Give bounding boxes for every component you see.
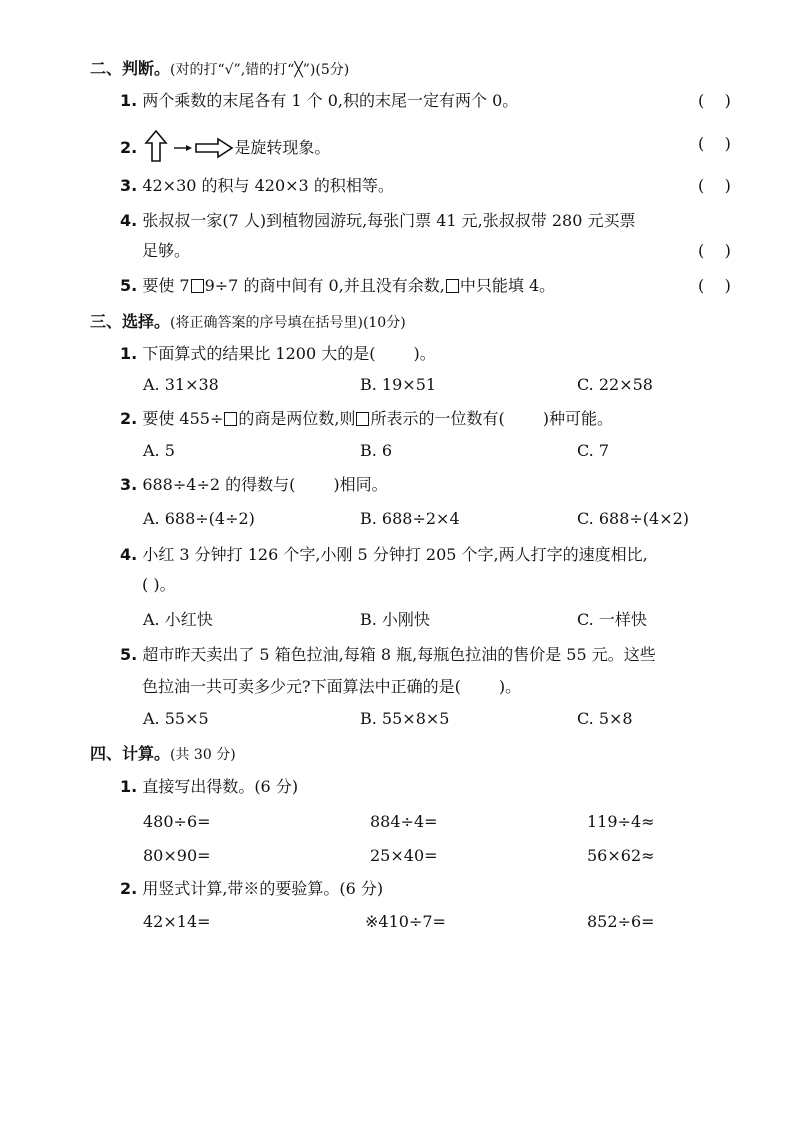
choice-q5 — [120, 644, 656, 666]
section-judge-heading — [90, 58, 349, 81]
section-note: (共 30 分) — [170, 747, 236, 763]
option-a: A. 55×5 — [143, 709, 209, 728]
item-number: 5. — [120, 645, 138, 664]
item-text-b: 的商是两位数,则 — [238, 409, 356, 428]
choice-q4 — [120, 544, 648, 566]
answer-paren[interactable]: ( ) — [698, 176, 731, 195]
answer-paren[interactable]: ( ) — [698, 241, 731, 260]
calc-expression: 80×90= — [143, 846, 211, 865]
calc-expression: 42×14= — [143, 912, 211, 931]
item-text: 张叔叔一家(7 人)到植物园游玩,每张门票 41 元,张叔叔带 280 元买票 — [142, 211, 636, 230]
calc-expression: 852÷6= — [587, 912, 655, 931]
section-choice-heading — [90, 311, 406, 334]
item-text: 用竖式计算,带※的要验算。(6 分) — [142, 879, 384, 898]
option-c: C. 5×8 — [577, 709, 633, 728]
item-text: 直接写出得数。(6 分) — [142, 777, 299, 796]
judge-item-5 — [120, 275, 555, 297]
item-text-c: 中只能填 4。 — [459, 276, 556, 295]
item-text-a: 要使 455÷ — [142, 409, 224, 428]
item-text-c: 所表示的一位数有( — [370, 409, 505, 428]
blank-box — [191, 279, 204, 293]
judge-item-3 — [120, 175, 394, 197]
item-text2: 色拉油一共可卖多少元?下面算法中正确的是( — [142, 677, 461, 696]
item-text: 两个乘数的末尾各有 1 个 0,积的末尾一定有两个 0。 — [142, 91, 519, 110]
item-text: 下面算式的结果比 1200 大的是( — [142, 344, 376, 363]
calc-q1 — [120, 776, 298, 798]
option-a: A. 31×38 — [143, 375, 219, 394]
option-b: B. 19×51 — [360, 375, 437, 394]
item-text: 小红 3 分钟打 126 个字,小刚 5 分钟打 205 个字,两人打字的速度相比, — [142, 545, 648, 564]
judge-item-2 — [120, 130, 330, 162]
option-a: A. 5 — [143, 441, 175, 460]
item-number: 5. — [120, 276, 138, 295]
judge-item-4-cont: 足够。 — [142, 241, 191, 260]
option-b: B. 小刚快 — [360, 610, 430, 629]
item-tail: )相同。 — [333, 475, 388, 494]
item-number: 2. — [120, 138, 138, 157]
item-tail: )。 — [498, 677, 522, 696]
item-number: 4. — [120, 211, 138, 230]
item-number: 3. — [120, 475, 138, 494]
item-number: 1. — [120, 91, 138, 110]
blank-box — [446, 279, 459, 293]
blank-box — [356, 412, 369, 426]
calc-expression: 884÷4= — [370, 812, 438, 831]
calc-expression: 56×62≈ — [587, 846, 655, 865]
option-c: C. 一样快 — [577, 610, 647, 629]
option-c: C. 22×58 — [577, 375, 653, 394]
item-number: 1. — [120, 344, 138, 363]
answer-paren[interactable]: ( ) — [698, 91, 731, 110]
section-calc-heading — [90, 743, 236, 766]
calc-expression: 480÷6= — [143, 812, 211, 831]
option-b: B. 55×8×5 — [360, 709, 450, 728]
rotation-arrows-icon — [144, 130, 234, 162]
option-c: C. 688÷(4×2) — [577, 509, 690, 528]
item-text: 42×30 的积与 420×3 的积相等。 — [142, 176, 394, 195]
calc-q2 — [120, 878, 383, 900]
item-number: 1. — [120, 777, 138, 796]
option-b: B. 6 — [360, 441, 393, 460]
choice-q3 — [120, 474, 388, 496]
item-number: 3. — [120, 176, 138, 195]
calc-expression: ※410÷7= — [365, 912, 446, 931]
option-a: A. 小红快 — [143, 610, 213, 629]
judge-item-4 — [120, 210, 635, 232]
choice-q5-cont — [142, 676, 521, 698]
choice-q2 — [120, 408, 613, 430]
option-b: B. 688÷2×4 — [360, 509, 460, 528]
blank-box — [224, 412, 237, 426]
section-note: (将正确答案的序号填在括号里)(10分) — [170, 315, 406, 331]
section-title: 四、计算。 — [90, 744, 171, 763]
item-number: 4. — [120, 545, 138, 564]
judge-item-1 — [120, 90, 518, 112]
answer-paren[interactable]: ( ) — [698, 276, 731, 295]
item-tail: )种可能。 — [542, 409, 613, 428]
option-a: A. 688÷(4÷2) — [143, 509, 255, 528]
item-text-b: 9÷7 的商中间有 0,并且没有余数, — [204, 276, 445, 295]
section-note: (对的打“√”,错的打“╳”)(5分) — [170, 62, 350, 78]
calc-expression: 119÷4≈ — [587, 812, 655, 831]
item-number: 2. — [120, 879, 138, 898]
item-text: 688÷4÷2 的得数与( — [142, 475, 296, 494]
answer-paren[interactable]: ( ) — [698, 134, 731, 153]
section-title: 二、判断。 — [90, 59, 171, 78]
item-text: 是旋转现象。 — [234, 138, 331, 157]
item-number: 2. — [120, 409, 138, 428]
choice-q1 — [120, 343, 436, 365]
item-text-a: 要使 7 — [142, 276, 190, 295]
choice-q4-cont[interactable]: ( )。 — [142, 575, 176, 594]
calc-expression: 25×40= — [370, 846, 438, 865]
item-tail: )。 — [413, 344, 436, 363]
section-title: 三、选择。 — [90, 312, 171, 331]
item-text: 超市昨天卖出了 5 箱色拉油,每箱 8 瓶,每瓶色拉油的售价是 55 元。这些 — [142, 645, 656, 664]
option-c: C. 7 — [577, 441, 610, 460]
